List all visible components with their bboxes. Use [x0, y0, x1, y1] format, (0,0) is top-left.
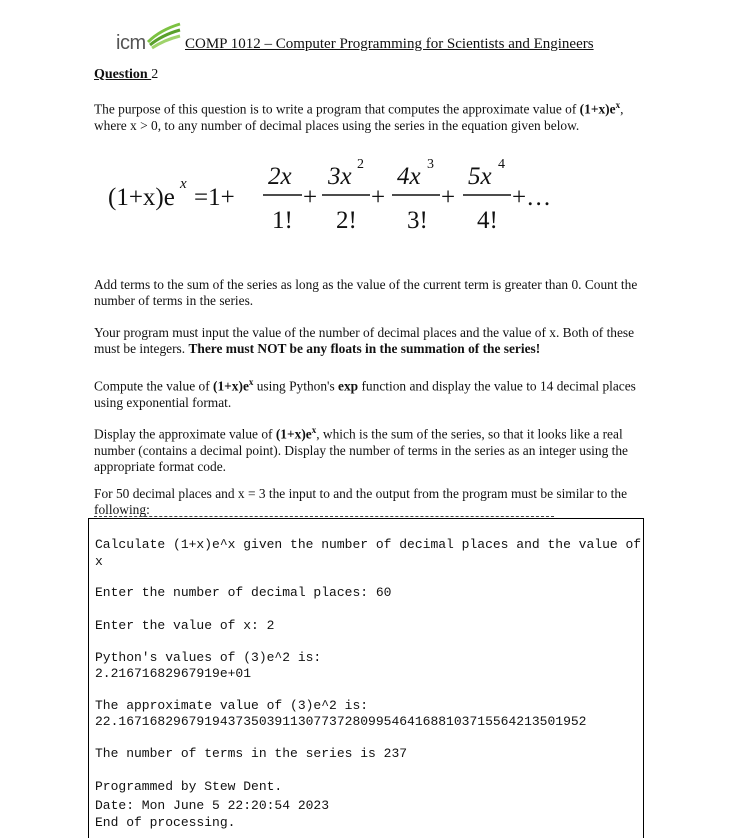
question-label: Question — [94, 67, 152, 82]
formula-lhs: (1+x)e — [108, 184, 175, 211]
paragraph-display-approx — [94, 422, 639, 475]
p5-expr-sup: x — [311, 425, 317, 435]
p3-bold-warning: There must NOT be any floats in the summation of the series! — [188, 341, 541, 357]
output-line-4: Enter the value of x: 2 — [95, 618, 275, 633]
intro-text-c: , where x > 0, to any number of decimal places using the series in the equation given below. — [94, 101, 624, 133]
p4-text-c: using Python's — [253, 378, 339, 394]
plus-3: + — [441, 184, 456, 211]
term-3-denominator: 3! — [407, 207, 428, 234]
term-2-exponent: 2 — [357, 157, 364, 172]
output-line-11: Date: Mon June 5 22:20:54 2023 — [95, 798, 330, 813]
term-2-numerator: 3x — [328, 163, 352, 190]
output-line-6: 2.21671682967919e+01 — [95, 666, 252, 681]
p4-text-e: function and display the value to 14 decimal places using exponential format. — [94, 378, 636, 410]
paragraph-compute-exp — [94, 374, 639, 411]
output-line-9: The number of terms in the series is 237 — [95, 746, 408, 761]
term-3-exponent: 3 — [427, 157, 434, 172]
logo-swoosh-icon — [146, 20, 182, 50]
intro-expr-sup: x — [615, 100, 621, 110]
plus-2: + — [371, 184, 386, 211]
formula-equals: =1+ — [194, 184, 235, 211]
p4-expr-sup: x — [248, 377, 254, 387]
term-1-numerator: 2x — [268, 163, 292, 190]
series-formula — [100, 150, 620, 240]
p4-exp-keyword: exp — [338, 378, 359, 394]
term-4-exponent: 4 — [498, 157, 505, 172]
program-output-box — [88, 518, 644, 838]
paragraph-add-terms: Add terms to the sum of the series as long as the value of the current term is greater than 0. Count the number of terms in the series. — [94, 277, 638, 309]
question-number: 2 — [151, 67, 159, 82]
term-1-denominator: 1! — [272, 207, 293, 234]
term-4-numerator: 5x — [468, 163, 492, 190]
output-line-8: 22.167168296791943735039113077372809954641688103715564213501952 — [95, 714, 587, 729]
p5-text-c: , which is the sum of the series, so that it looks like a real number (contains a decimal point). Display the number of terms in the series as an integer using the appropriate format code. — [94, 426, 628, 475]
output-line-3: Enter the number of decimal places: 60 — [95, 585, 392, 600]
question-heading — [94, 67, 158, 83]
paragraph-example-intro: For 50 decimal places and x = 3 the input to and the output from the program must be similar to the following: — [94, 486, 628, 518]
p3-text: Your program must input the value of the number of decimal places and the value of x. Both of these must be integers. — [94, 325, 635, 357]
intro-text-a: The purpose of this question is to write a program that computes the approximate value of — [94, 101, 580, 117]
output-line-12: End of processing. — [95, 815, 236, 830]
p4-expr: (1+x)e — [213, 378, 249, 394]
plus-1: + — [303, 184, 318, 211]
icm-logo — [116, 20, 186, 56]
term-3-numerator: 4x — [397, 163, 421, 190]
intro-paragraph — [94, 97, 639, 134]
intro-expr: (1+x)e — [579, 101, 616, 117]
course-title: COMP 1012 – Computer Programming for Scientists and Engineers — [185, 36, 594, 52]
p4-text-a: Compute the value of — [94, 378, 213, 394]
output-line-5: Python's values of (3)e^2 is: — [95, 650, 322, 665]
formula-lhs-sup: x — [180, 176, 187, 192]
p5-text-a: Display the approximate value of — [94, 426, 276, 442]
output-line-2: x — [95, 554, 103, 569]
p5-expr: (1+x)e — [275, 426, 312, 442]
term-2-denominator: 2! — [336, 207, 357, 234]
page-header — [116, 20, 636, 56]
term-4-denominator: 4! — [477, 207, 498, 234]
dashed-separator — [94, 516, 554, 517]
logo-text: icm — [116, 32, 146, 54]
paragraph-input-requirements — [94, 325, 639, 358]
output-line-10: Programmed by Stew Dent. — [95, 779, 283, 794]
formula-tail: +… — [512, 184, 552, 211]
output-line-7: The approximate value of (3)e^2 is: — [95, 698, 369, 713]
output-line-1: Calculate (1+x)e^x given the number of decimal places and the value of — [95, 537, 642, 552]
